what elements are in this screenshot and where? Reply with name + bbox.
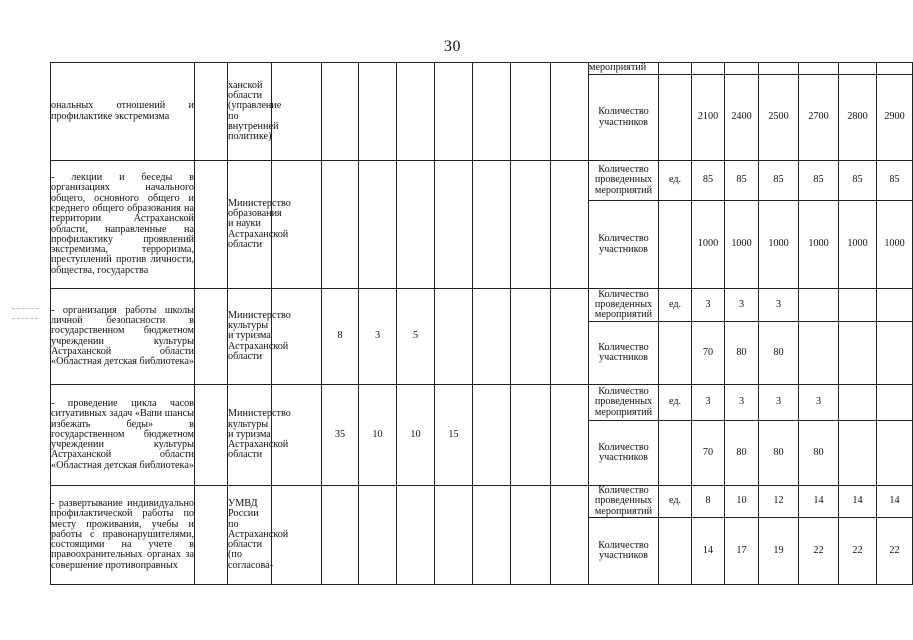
empty-cell [272,289,322,385]
indicator-value: 85 [877,161,913,201]
funding-year [435,63,473,161]
indicator-unit [659,63,692,75]
empty-cell [473,486,511,585]
indicator-value [839,289,877,322]
indicator-value: 3 [725,289,759,322]
indicator-value [725,63,759,75]
funding-year [397,161,435,289]
funding-total: 8 [322,289,359,385]
indicator-value [799,63,839,75]
page-number: 30 [444,38,461,55]
indicator-value: 80 [799,421,839,486]
indicator-value: 80 [725,421,759,486]
indicator-value: 12 [759,486,799,518]
indicator-value [877,385,913,421]
empty-cell [511,486,551,585]
indicator-name: Количество участников [589,421,659,486]
indicator-value: 22 [839,518,877,585]
empty-cell [195,289,228,385]
indicator-value [692,63,725,75]
responsible-organization: Министерство культуры и туризма Астраханской области [228,289,272,385]
indicator-name: Количество проведенных мероприятий [589,289,659,322]
indicator-value: 8 [692,486,725,518]
empty-cell [195,486,228,585]
funding-year [359,63,397,161]
indicator-value: 1000 [877,201,913,289]
indicator-unit: ед. [659,161,692,201]
funding-year [359,486,397,585]
indicator-unit [659,518,692,585]
indicator-value: 17 [725,518,759,585]
indicator-value: 14 [877,486,913,518]
funding-year [397,486,435,585]
indicator-value [839,63,877,75]
funding-year: 3 [359,289,397,385]
responsible-organization: ханской области (управление по внутренней политике) [228,63,272,161]
empty-cell [551,385,589,486]
indicator-value: 2400 [725,75,759,161]
empty-cell [511,63,551,161]
empty-cell [551,161,589,289]
empty-cell [551,486,589,585]
activities-table [50,62,913,585]
indicator-value: 70 [692,421,725,486]
indicator-value: 2800 [839,75,877,161]
indicator-value: 2700 [799,75,839,161]
table-row [51,289,913,322]
indicator-value: 14 [839,486,877,518]
indicator-value [799,322,839,385]
table-row [51,385,913,421]
indicator-value: 3 [799,385,839,421]
funding-year: 10 [397,385,435,486]
indicator-value: 3 [759,385,799,421]
activity-description: - лекции и беседы в организациях начального общего, основного общего и среднего общего образования на территории Астраханской области, направленные на профилактику проявлений экстремизма, терроризма, преступлений против личности, общества, государства [51,161,195,289]
indicator-value [759,63,799,75]
indicator-unit [659,75,692,161]
indicator-value: 3 [692,385,725,421]
scan-mark [12,308,38,309]
indicator-value [877,289,913,322]
empty-cell [511,289,551,385]
empty-cell [511,161,551,289]
indicator-unit [659,201,692,289]
indicator-value [799,289,839,322]
activity-description: - организация работы школы личной безопасности в государственном бюджетном учреждении культуры Астраханской области «Областная детская библиотека» [51,289,195,385]
indicator-value: 22 [799,518,839,585]
empty-cell [473,289,511,385]
indicator-name: Количество участников [589,75,659,161]
empty-cell [551,63,589,161]
indicator-unit [659,322,692,385]
empty-cell [272,385,322,486]
activity-description: ональных отношений и профилактике экстремизма [51,63,195,161]
scan-mark [12,318,38,319]
indicator-value: 2100 [692,75,725,161]
table-row [51,486,913,518]
indicator-value: 1000 [799,201,839,289]
indicator-value: 85 [692,161,725,201]
indicator-value: 85 [839,161,877,201]
indicator-value [839,385,877,421]
indicator-name: Количество участников [589,201,659,289]
indicator-value: 1000 [725,201,759,289]
indicator-value: 1000 [839,201,877,289]
table-row [51,161,913,201]
indicator-name: Количество участников [589,518,659,585]
empty-cell [195,63,228,161]
indicator-value: 3 [759,289,799,322]
indicator-value: 2900 [877,75,913,161]
indicator-unit: ед. [659,289,692,322]
indicator-value: 1000 [692,201,725,289]
indicator-name: Количество проведенных мероприятий [589,486,659,518]
responsible-organization: Министерство культуры и туризма Астраханской области [228,385,272,486]
indicator-unit: ед. [659,486,692,518]
responsible-organization: УМВД России по Астраханской области (по согласова- [228,486,272,585]
indicator-unit: ед. [659,385,692,421]
indicator-value: 70 [692,322,725,385]
activity-description: - развертывание индивидуально профилактической работы по месту проживания, учебы и работы с правонарушителями, состоящими на учете в правоохранительных органах за совершение противоправных [51,486,195,585]
empty-cell [195,385,228,486]
activity-description: - проведение цикла часов ситуативных задач «Вапи шансы избежать беды» в государственном бюджетном учреждении культуры Астраханской области «Областная детская библиотека» [51,385,195,486]
funding-total [322,63,359,161]
indicator-value [877,322,913,385]
funding-year [397,63,435,161]
indicator-name: Количество проведенных мероприятий [589,161,659,201]
indicator-value: 14 [799,486,839,518]
empty-cell [473,63,511,161]
indicator-value: 14 [692,518,725,585]
indicator-value [839,421,877,486]
funding-year: 10 [359,385,397,486]
indicator-value: 80 [759,322,799,385]
indicator-value: 10 [725,486,759,518]
indicator-value: 1000 [759,201,799,289]
funding-year: 15 [435,385,473,486]
empty-cell [551,289,589,385]
indicator-value: 2500 [759,75,799,161]
indicator-value: 3 [692,289,725,322]
funding-year [435,161,473,289]
empty-cell [511,385,551,486]
funding-year [359,161,397,289]
indicator-name: Количество участников [589,322,659,385]
indicator-unit [659,421,692,486]
empty-cell [272,63,322,161]
indicator-name: мероприятий [589,63,659,75]
indicator-value: 80 [759,421,799,486]
table-row [51,63,913,75]
indicator-value: 80 [725,322,759,385]
indicator-value [877,63,913,75]
funding-total [322,486,359,585]
empty-cell [272,161,322,289]
funding-total: 35 [322,385,359,486]
empty-cell [473,161,511,289]
funding-year: 5 [397,289,435,385]
funding-year [435,486,473,585]
funding-year [435,289,473,385]
indicator-value: 85 [759,161,799,201]
empty-cell [473,385,511,486]
indicator-value: 85 [799,161,839,201]
indicator-name: Количество проведенных мероприятий [589,385,659,421]
indicator-value: 85 [725,161,759,201]
indicator-value [839,322,877,385]
indicator-value: 22 [877,518,913,585]
indicator-value [877,421,913,486]
indicator-value: 3 [725,385,759,421]
funding-total [322,161,359,289]
responsible-organization: Министерство образования и науки Астраханской области [228,161,272,289]
empty-cell [195,161,228,289]
indicator-value: 19 [759,518,799,585]
